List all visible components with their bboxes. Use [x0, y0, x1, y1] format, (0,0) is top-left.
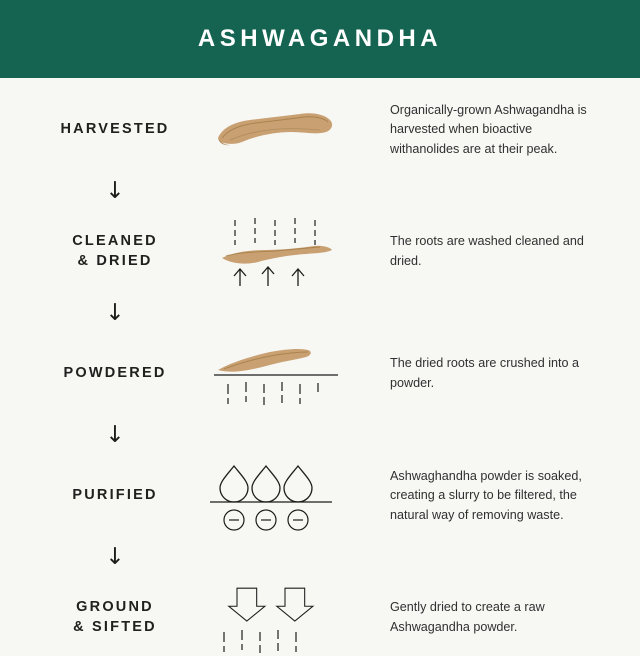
arrow-cell: [0, 299, 200, 326]
step-label-harvested: [0, 120, 200, 140]
roots-washing-icon: [200, 214, 360, 290]
header-banner: [0, 0, 640, 78]
sifting-arrows-icon: [200, 580, 360, 656]
step-label-line: HARVESTED: [60, 121, 170, 138]
step-label-line: PURIFIED: [72, 487, 158, 504]
step-label-line: GROUND: [76, 599, 154, 616]
arrow-cell: [0, 543, 200, 570]
root-crushing-icon: [200, 336, 360, 412]
flow-arrow-row: [0, 168, 640, 214]
arrow-cell: [0, 421, 200, 448]
down-arrow-icon: ↓: [105, 421, 125, 448]
step-label-line: POWDERED: [63, 365, 167, 382]
arrow-cell: [0, 177, 200, 204]
step-description-harvested: Organically-grown Ashwagandha is harvested when bioactive withanolides are at their peak.: [390, 102, 587, 156]
step-row: [0, 458, 640, 534]
flow-arrow-row: [0, 290, 640, 336]
down-arrow-icon: ↓: [105, 543, 125, 570]
step-label-line: & SIFTED: [73, 619, 157, 635]
step-row: [0, 92, 640, 168]
droplets-filter-icon: [200, 458, 360, 534]
step-row: [0, 214, 640, 290]
step-description-powdered: The dried roots are crushed into a powder.: [390, 356, 580, 390]
step-row: [0, 336, 640, 412]
step-description-cleaned-dried: The roots are washed cleaned and dried.: [390, 234, 584, 268]
step-label-purified: [0, 486, 200, 506]
page-title: ASHWAGANDHA: [197, 25, 443, 52]
step-label-line: CLEANED: [72, 233, 158, 250]
step-description-purified: Ashwaghandha powder is soaked, creating a slurry to be filtered, the natural way of removing waste.: [390, 468, 582, 522]
down-arrow-icon: ↓: [105, 299, 125, 326]
ashwagandha-root-icon: [200, 92, 360, 168]
step-label-line: & DRIED: [77, 253, 153, 269]
step-description-ground-sifted: Gently dried to create a raw Ashwagandha powder.: [390, 600, 545, 634]
step-label-ground-sifted: [0, 598, 200, 637]
flow-arrow-row: [0, 412, 640, 458]
step-label-powdered: [0, 364, 200, 384]
step-row: [0, 580, 640, 656]
step-label-cleaned-dried: [0, 232, 200, 271]
process-steps: [0, 78, 640, 656]
down-arrow-icon: ↓: [105, 177, 125, 204]
flow-arrow-row: [0, 534, 640, 580]
